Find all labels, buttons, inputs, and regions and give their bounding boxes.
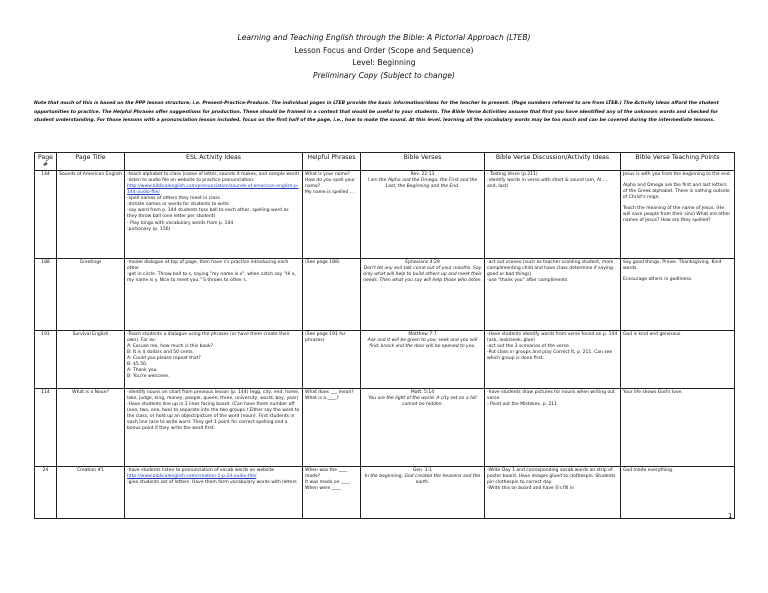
phrase-line: It was made on ____. [305, 480, 352, 485]
title-block [0, 32, 768, 82]
phrase-line: When were ____ [305, 486, 341, 492]
teaching-points-cell [621, 388, 735, 466]
page-title-cell: What is a Noun? [57, 388, 125, 466]
activities-cell [125, 388, 303, 466]
page-number-cell: 24 [35, 466, 57, 518]
activity-line: -Teach students a dialogue using the phrases (or have them create their own). For ex: [127, 331, 290, 343]
audio-file-link[interactable]: http://www.biblicalenglish.com/creation-1-p-24-audio-file/ [127, 473, 257, 479]
intro-note: Note that much of this is based on the PPP lesson structure, i.e. Present-Practice-Produce. The individual pages in LTEB provide the basic information/ideas for the teacher to present. (Page numbers referred to are from LTEB.) The Activity Ideas afford the student opportunities to practice. The Helpful Phrases offer suggestions for production. These should be framed in a context that would be useful to your students. The Bible Verse Activities assume that first you have identified any of the unknown words and checked for student understanding. For those lessons with a pronunciation lesson included, focus on the first half of the page, i.e., how to make the sound. At this level, learning all the vocabulary words may be too much and can be covered during the intermediate lessons. [34, 101, 719, 124]
activities-cell [125, 170, 303, 258]
audio-file-link[interactable]: http://www.biblicalenglish.com/pronunciation/sounds-of-american-english-p-144-audio-file/ [127, 184, 299, 196]
phrase-line: (See page 191 for phrases) [305, 331, 346, 343]
verse-cell [361, 330, 485, 388]
discussion-line: -Write Day 1 and corresponding vocab words on strip of poster board. Have images glued to clothespin. Students pin clothespin to correct day. [487, 467, 616, 485]
copy-status: Preliminary Copy (Subject to change) [313, 70, 455, 80]
header-page-number: Page # [35, 153, 57, 171]
header-page-title: Page Title [57, 153, 125, 171]
discussion-cell [485, 466, 621, 518]
discussion-cell [485, 388, 621, 466]
activity-line: -spell names of others they meet in class [127, 196, 220, 202]
phrase-line: When was the ____ made? [305, 467, 348, 479]
discussion-line: - Point out the Mistakes, p. 211 [487, 402, 557, 407]
teaching-points-cell [621, 330, 735, 388]
verse-reference: Matt. 5:14 [410, 389, 435, 395]
point-line: Jesus is with you from the beginning to the end. [623, 171, 731, 177]
header-bible-verses: Bible Verses [361, 153, 485, 171]
discussion-line: -use "thank you" after compliments [487, 278, 568, 284]
activities-cell [125, 466, 303, 518]
activity-line: -say word from p. 144 students toss ball to each other, spelling word as they throw ball (one letter per student) [127, 208, 289, 220]
phrase-line: How do you spell your name? [305, 177, 356, 189]
page-title-cell: Greetings [57, 258, 125, 330]
activity-line: -identify nouns on chart from previous lesson (p. 144) (egg, city, end, home, lake, judge, king, money, people, queen, three, university, world, boy, year) [127, 389, 300, 401]
discussion-line: -Write this on board and have S's fill in [487, 486, 574, 492]
point-line: Alpha and Omega are the first and last letters of the Greek alphabet. There is nothing outside of Christ's reign. [623, 182, 730, 201]
activity-line: B: It is $ dollars and 50 cents. [127, 350, 195, 356]
phrases-cell [303, 388, 361, 466]
table-row [35, 170, 735, 258]
verse-cell [361, 466, 485, 518]
discussion-line: -act out the 3 scenarios of the verse. [487, 344, 571, 349]
header-verse-discussion: Bible Verse Discussion/Activity Ideas [485, 153, 621, 171]
verse-text: In the beginning, God created the heavens and the earth. [364, 473, 481, 485]
activity-line: -listen to audio file on website to practice pronunciation: [127, 177, 255, 183]
discussion-cell [485, 258, 621, 330]
level-label: Level: Beginning [352, 58, 416, 67]
phrases-cell [303, 258, 361, 330]
table-row [35, 330, 735, 388]
table-row [35, 388, 735, 466]
header-esl-activity-ideas: ESL Activity Ideas [125, 153, 303, 171]
point-line: Encourage others in godliness. [623, 277, 693, 282]
page-title-cell: Survival English [57, 330, 125, 388]
verse-text: You are the light of the world. A city set on a hill cannot be hidden. [368, 395, 477, 407]
discussion-line: -act out scenes (such as teacher scolding student, mom complimenting child and have class determine if saying good or bad things) [487, 259, 614, 277]
phrase-line: My name is spelled ... [305, 190, 355, 196]
verse-text: Ask and it will be given to you; seek and you will find; knock and the door will be opened to you. [367, 337, 478, 349]
activity-line: -pictionary (p. 156) [127, 226, 171, 232]
activity-line: - Play bingo with vocabulary words from p. 144 [127, 220, 234, 226]
activity-line: -have students listen to pronunciation of vocab words on website [127, 467, 275, 473]
document-title: Learning and Teaching English through the Bible: A Pictorial Approach (LTEB) [237, 33, 531, 42]
activities-cell [125, 330, 303, 388]
activity-line: A: Could you please repeat that? [127, 356, 201, 362]
verse-text: I am the Alpha and the Omega, the First and the Last, the Beginning and the End. [367, 177, 478, 189]
phrases-cell [303, 330, 361, 388]
activities-cell [125, 258, 303, 330]
document-subtitle: Lesson Focus and Order (Scope and Sequence) [294, 45, 474, 55]
verse-reference: Rev. 22:13 [410, 171, 435, 177]
header-verse-teaching-points: Bible Verse Teaching Points [621, 153, 735, 171]
activity-line: -dictate names or words for students to write [127, 202, 229, 208]
page-number-cell: 114 [35, 388, 57, 466]
header-helpful-phrases: Helpful Phrases [303, 153, 361, 171]
activity-line: -Have students line up in 2 lines facing board. (Can have them number off (one, two, one, two) to separate into the two groups.) Either say the word to the class, or hold up an object/picture of the word (noun). First students in each line race to write word. They get 1 point for correct spelling and a bonus point if they write the word first. [127, 402, 300, 432]
point-line: Teach the meaning of the name of Jesus. (He will save people from their sins) What are other names of Jesus? How are they spelled? [623, 206, 731, 224]
discussion-line: -have students draw pictures for nouns when writing out verse [487, 389, 615, 401]
activity-line: -get in circle. Throw ball to s, saying "my name is x", when catch say "Hi x, my name is y. Nice to meet you." S throws to other s. [127, 272, 296, 284]
verse-reference: Ephesians 4:29 [405, 259, 440, 265]
point-line: Your life shows God's love. [623, 389, 683, 395]
activity-line: B: $5.50. [127, 362, 148, 368]
phrases-cell [303, 466, 361, 518]
table-row [35, 466, 735, 518]
header-row [35, 153, 735, 171]
scope-sequence-table [34, 152, 735, 519]
discussion-line: -identify words in verse with short & sound (am, Al..., and, last) [487, 177, 607, 189]
page-number-cell: 188 [35, 258, 57, 330]
verse-text: Don't let any evil talk come out of your mouths. Say only what will help to build others up and meet their needs. Then what you say will help those who listen. [363, 265, 482, 284]
page-title-cell: Creation #1 [57, 466, 125, 518]
phrase-line: What does ___ mean? [305, 389, 354, 395]
table-row [35, 258, 735, 330]
activity-line: -give students set of letters. Have them form vocabulary words with letters [127, 480, 297, 485]
verse-cell [361, 388, 485, 466]
page-title-cell: Sounds of American English [57, 170, 125, 258]
activity-line: A: Thank you. [127, 368, 158, 374]
page-number: 1 [728, 512, 733, 520]
activity-line: -model dialogue at top of page, then have s's practice introducing each other [127, 259, 289, 271]
phrases-cell [303, 170, 361, 258]
point-line: God made everything. [623, 467, 674, 473]
teaching-points-cell [621, 170, 735, 258]
discussion-line: -Have students identify words from verse found on p. 144 (ask, look/seek, glue) [487, 331, 618, 343]
verse-cell [361, 170, 485, 258]
phrase-line: (See page 188) [305, 259, 340, 265]
phrase-line: What is your name? [305, 171, 350, 177]
discussion-cell [485, 170, 621, 258]
verse-reference: Matthew 7:7 [408, 331, 437, 337]
activity-line: A: Excuse me, how much is this book? [127, 344, 213, 349]
page-number-cell: 144 [35, 170, 57, 258]
phrase-line: What is a ____? [305, 395, 339, 401]
teaching-points-cell [621, 466, 735, 518]
discussion-line: - Tasting Verse (p.211) [487, 171, 538, 177]
point-line: Say good things: Praise. Thanksgiving. Kind words. [623, 259, 722, 271]
activity-line: -teach alphabet to class (name of letter, sounds it makes, and sample word) [127, 171, 300, 177]
verse-cell [361, 258, 485, 330]
teaching-points-cell [621, 258, 735, 330]
discussion-line: -Put class in groups and play Correct It, p. 211. Can see which group is done first. [487, 350, 613, 362]
discussion-cell [485, 330, 621, 388]
page-number-cell: 191 [35, 330, 57, 388]
point-line: God is kind and generous. [623, 331, 682, 337]
activity-line: B: You're welcome. [127, 374, 170, 380]
verse-reference: Gen. 1:1 [412, 467, 433, 473]
